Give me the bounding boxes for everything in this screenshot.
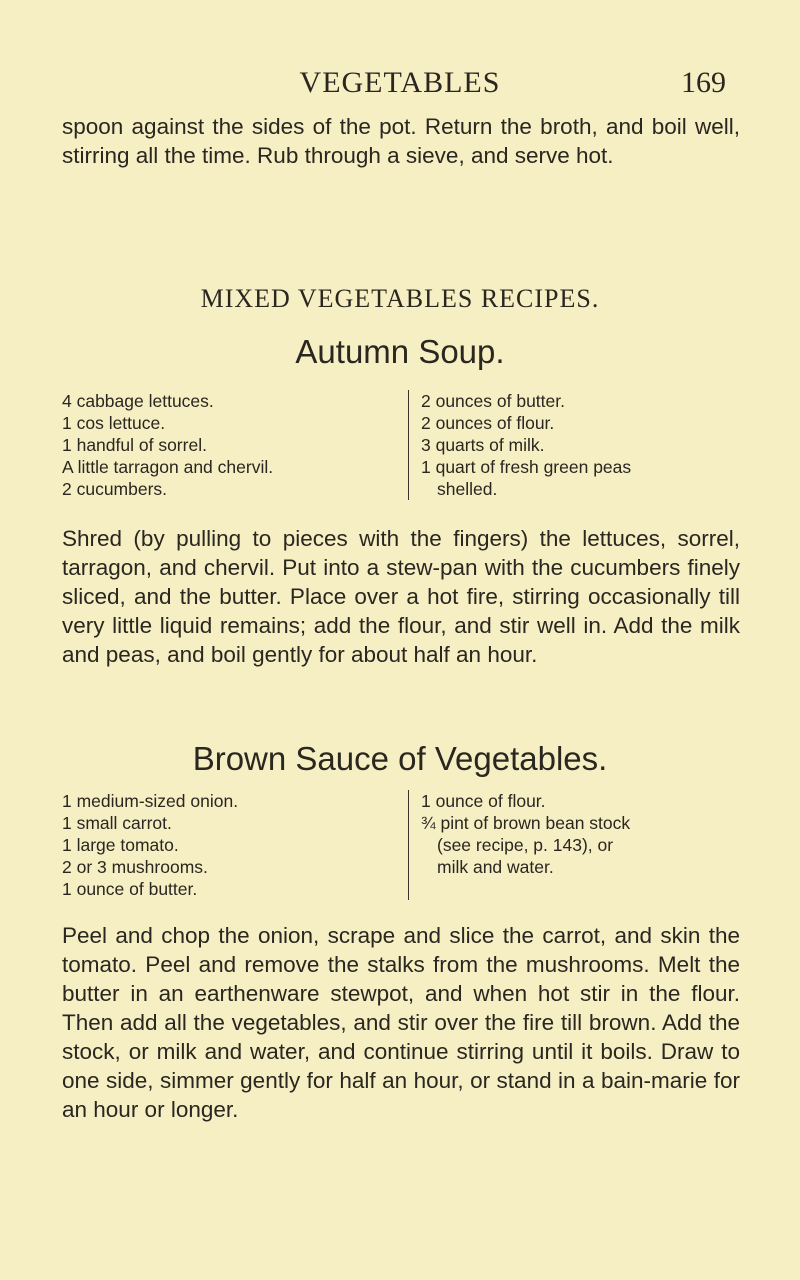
- ingredients-right-column: [408, 790, 751, 900]
- ingredient-item: 1 handful of sorrel.: [62, 435, 207, 455]
- intro-paragraph: spoon against the sides of the pot. Return the broth, and boil well, stirring all the time. Rub through a sieve, and serve hot.: [62, 114, 740, 168]
- ingredient-item: 1 small carrot.: [62, 813, 172, 833]
- section-heading: MIXED VEGETABLES RECIPES.: [200, 284, 600, 313]
- recipe-title-autumn-soup: Autumn Soup.: [295, 333, 505, 370]
- method-brown-sauce: Peel and chop the onion, scrape and slice the carrot, and skin the tomato. Peel and remove the stalks from the mushrooms. Melt the butter in an earthenware stewpot, and when hot stir in the flour. Then add all the vegetables, and stir over the fire till brown. Add the stock, or milk and water, and continue stirring until it boils. Draw to one side, simmer gently for half an hour, or stand in a bain-marie for an hour or longer.: [62, 923, 740, 1122]
- ingredient-item-continued: shelled.: [437, 479, 498, 499]
- ingredient-item: 1 medium-sized onion.: [62, 791, 239, 811]
- ingredient-item: 2 ounces of butter.: [421, 391, 565, 411]
- ingredients-autumn-soup: [62, 390, 742, 502]
- ingredients-right-column: [408, 390, 751, 500]
- ingredient-item: 1 quart of fresh green peas: [421, 457, 632, 477]
- running-head-title: VEGETABLES: [299, 66, 501, 99]
- ingredient-item: 2 ounces of flour.: [421, 413, 555, 433]
- ingredient-item: ¾ pint of brown bean stock: [421, 813, 631, 833]
- ingredients-left-column: [62, 790, 392, 900]
- ingredient-item: 1 large tomato.: [62, 835, 179, 855]
- ingredients-brown-sauce: [62, 790, 742, 902]
- ingredient-item: 4 cabbage lettuces.: [62, 391, 214, 411]
- ingredient-item: 1 cos lettuce.: [62, 413, 166, 433]
- page-number: 169: [681, 66, 726, 99]
- ingredients-left-column: [62, 390, 392, 500]
- ingredient-item: A little tarragon and chervil.: [62, 457, 274, 477]
- ingredient-item: 2 or 3 mushrooms.: [62, 857, 208, 877]
- ingredient-item: 1 ounce of flour.: [421, 791, 546, 811]
- ingredient-item: 1 ounce of butter.: [62, 879, 198, 899]
- ingredient-item-continued: milk and water.: [437, 857, 554, 877]
- recipe-title-brown-sauce: Brown Sauce of Vegetables.: [192, 740, 608, 777]
- ingredient-item: 2 cucumbers.: [62, 479, 168, 499]
- running-head: [0, 66, 800, 106]
- ingredient-item-continued: (see recipe, p. 143), or: [437, 835, 614, 855]
- ingredient-item: 3 quarts of milk.: [421, 435, 545, 455]
- method-autumn-soup: Shred (by pulling to pieces with the fingers) the lettuces, sorrel, tarragon, and chervil. Put into a stew-pan with the cucumbers finely sliced, and the butter. Place over a hot fire, stirring occasionally till very little liquid remains; add the flour, and stir well in. Add the milk and peas, and boil gently for about half an hour.: [62, 526, 740, 667]
